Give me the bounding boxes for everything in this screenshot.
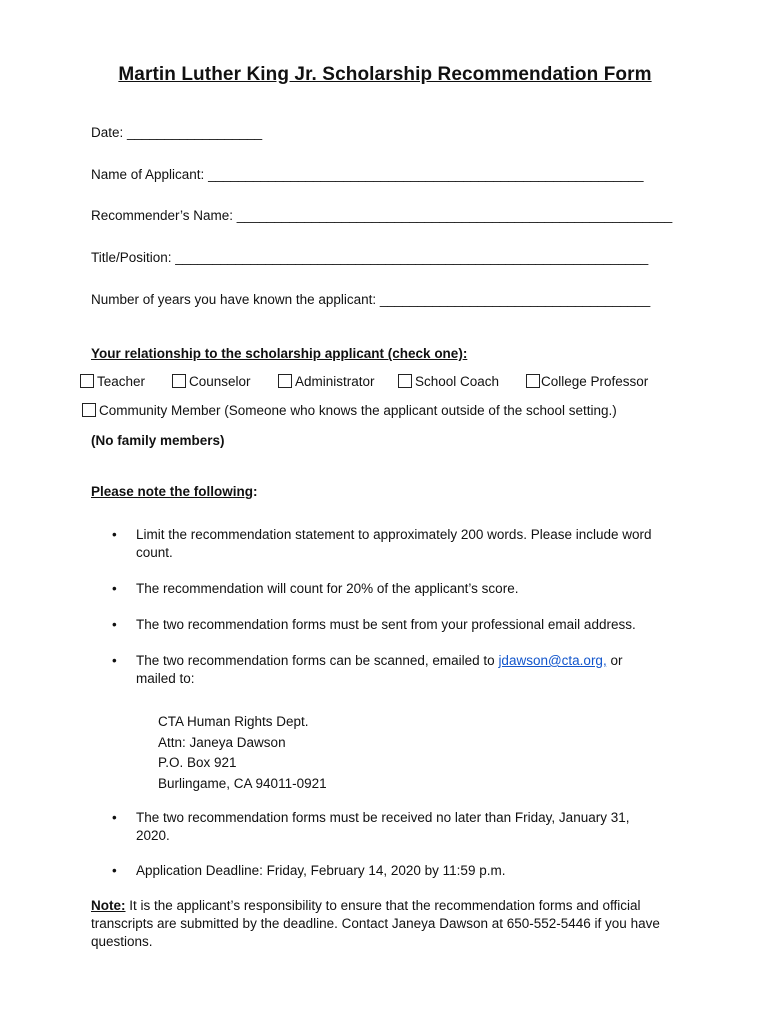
bullet-icon: • [112, 527, 117, 542]
bullet-icon: • [112, 810, 117, 825]
final-note [91, 897, 691, 951]
checkbox-label-college-professor: College Professor [541, 374, 649, 389]
final-note-label: Note: [91, 898, 126, 913]
title-position-field[interactable]: Title/Position: _______________________________________________________________ [91, 250, 649, 265]
checkbox-community-member[interactable] [82, 403, 617, 418]
years-known-field[interactable]: Number of years you have known the applicant: ____________________________________ [91, 292, 651, 307]
final-note-text: It is the applicant’s responsibility to ensure that the recommendation forms and official transcripts are submitted by the deadline. Contact Janeya Dawson at 650-552-5446 if you have questions. [91, 898, 660, 949]
applicant-name-field[interactable]: Name of Applicant: __________________________________________________________ [91, 167, 644, 182]
no-family-note: (No family members) [91, 433, 225, 448]
scanned-text: The two recommendation forms can be scanned, emailed to [136, 653, 499, 668]
checkbox-icon[interactable] [398, 374, 412, 388]
address-line: P.O. Box 921 [158, 755, 237, 770]
checkbox-teacher[interactable] [80, 374, 145, 389]
address-line: Burlingame, CA 94011-0921 [158, 775, 327, 791]
list-item-text: Limit the recommendation statement to approximately 200 words. Please include word count. [136, 527, 652, 560]
checkbox-label-school-coach: School Coach [415, 374, 500, 389]
relationship-heading-text: Your relationship to the scholarship applicant (check one) [91, 346, 463, 361]
checkbox-icon[interactable] [526, 374, 540, 388]
mailed-text: or mailed to: [136, 653, 623, 686]
date-field[interactable]: Date: __________________ [91, 125, 263, 140]
relationship-heading [91, 346, 467, 361]
checkbox-icon[interactable] [80, 374, 94, 388]
checkbox-school-coach[interactable] [398, 374, 499, 389]
notes-heading-colon: : [253, 484, 258, 499]
checkbox-label-administrator: Administrator [295, 374, 375, 389]
checkbox-icon[interactable] [278, 374, 292, 388]
checkbox-label-community-member: Community Member (Someone who knows the applicant outside of the school setting.) [99, 403, 617, 418]
checkbox-label-counselor: Counselor [189, 374, 251, 389]
list-item-text: Application Deadline: Friday, February 14, 2020 by 11:59 p.m. [136, 863, 506, 878]
list-item-text: The two recommendation forms must be sent from your professional email address. [136, 617, 636, 632]
address-line: Attn: Janeya Dawson [158, 734, 286, 750]
bullet-icon: • [112, 653, 117, 668]
bullet-icon: • [112, 617, 117, 632]
list-item-text: The two recommendation forms must be received no later than Friday, January 31, 2020. [136, 810, 630, 843]
checkbox-counselor[interactable] [172, 374, 251, 389]
bullet-icon: • [112, 581, 117, 596]
notes-heading-text: Please note the following [91, 484, 254, 499]
checkbox-icon[interactable] [82, 403, 96, 417]
checkbox-administrator[interactable] [278, 374, 375, 389]
relationship-heading-colon: : [462, 346, 468, 361]
mailing-address [158, 712, 327, 794]
list-item-text: The recommendation will count for 20% of the applicant’s score. [136, 581, 519, 596]
form-title: Martin Luther King Jr. Scholarship Recommendation Form [118, 64, 652, 85]
checkbox-label-teacher: Teacher [97, 374, 146, 389]
checkbox-icon[interactable] [172, 374, 186, 388]
checkbox-college-professor[interactable] [526, 374, 648, 389]
email-link[interactable]: jdawson@cta.org, [498, 653, 607, 668]
recommender-name-field[interactable]: Recommender’s Name: __________________________________________________________ [91, 208, 673, 223]
address-line: CTA Human Rights Dept. [158, 714, 309, 729]
bullet-icon: • [112, 863, 117, 878]
list-item-text [136, 652, 641, 688]
notes-heading [91, 484, 258, 499]
